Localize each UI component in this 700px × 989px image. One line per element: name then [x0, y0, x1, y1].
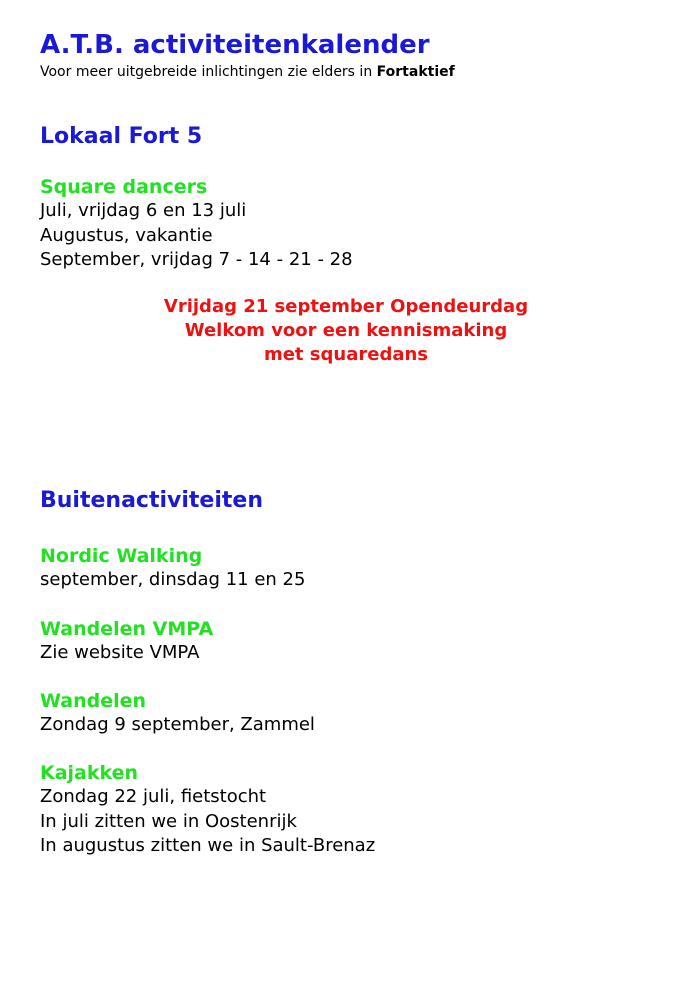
section-heading-lokaal: Lokaal Fort 5	[40, 124, 203, 149]
notice-line: Welkom voor een kennismaking	[184, 320, 508, 341]
activity-wandelen	[40, 689, 315, 738]
activity-line: September, vrijdag 7 - 14 - 21 - 28	[40, 249, 353, 270]
activity-line: In augustus zitten we in Sault-Brenaz	[40, 835, 376, 856]
activity-kajakken	[40, 761, 375, 859]
activity-line: Zondag 9 september, Zammel	[40, 714, 315, 735]
activity-name: Square dancers	[40, 176, 208, 198]
activity-wandelen-vmpa	[40, 617, 213, 666]
activity-line: Augustus, vakantie	[40, 224, 213, 246]
subtitle-publication: Fortaktief	[376, 64, 455, 80]
page-subtitle	[40, 64, 455, 81]
activity-name: Wandelen VMPA	[40, 618, 214, 640]
notice-line: met squaredans	[263, 344, 429, 365]
activity-line: Zie website VMPA	[40, 642, 200, 663]
page-title: A.T.B. activiteitenkalender	[40, 30, 430, 60]
activity-name: Kajakken	[40, 762, 139, 784]
notice-line: Vrijdag 21 september Opendeurdag	[163, 296, 529, 317]
section-heading-buiten: Buitenactiviteiten	[40, 488, 263, 513]
activity-line: september, dinsdag 11 en 25	[40, 569, 306, 590]
activity-line: Zondag 22 juli, fietstocht	[40, 786, 267, 807]
subtitle-text: Voor meer uitgebreide inlichtingen zie elders in	[40, 64, 377, 80]
activity-name: Wandelen	[40, 690, 147, 712]
open-day-notice	[40, 295, 652, 367]
activity-name: Nordic Walking	[40, 545, 203, 567]
activity-line: Juli, vrijdag 6 en 13 juli	[40, 200, 247, 221]
activity-line: In juli zitten we in Oostenrijk	[40, 810, 297, 832]
activity-square-dancers	[40, 175, 353, 273]
activity-nordic-walking	[40, 544, 305, 593]
